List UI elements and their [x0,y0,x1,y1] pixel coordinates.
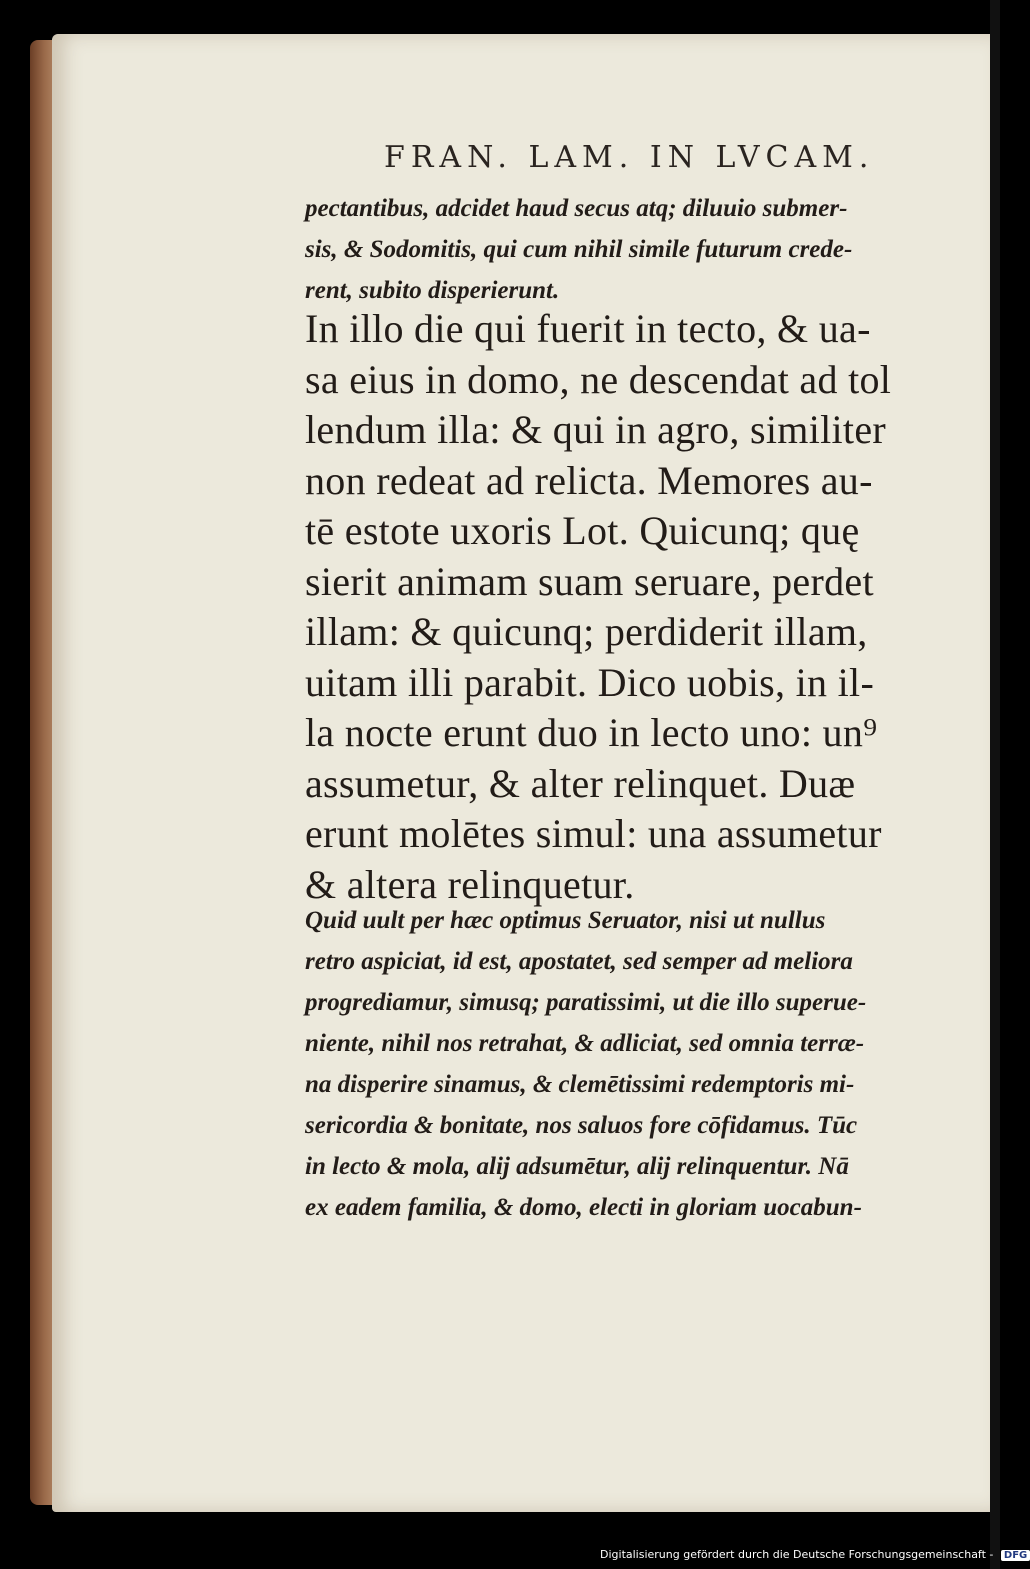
text-line: rent, subito disperierunt. [305,277,560,304]
digitization-credit [600,1548,1030,1566]
text-line: progrediamur, simusq; paratissimi, ut die illo superue- [305,989,867,1016]
text-line: in lecto & mola, alij adsumētur, alij relinquentur. Nā [305,1153,849,1180]
text-line: niente, nihil nos retrahat, & adliciat, sed omnia terræ- [305,1030,865,1057]
text-line: sis, & Sodomitis, qui cum nihil simile futurum crede- [305,236,853,263]
commentary-top [305,188,950,311]
text-line: sa eius in domo, ne descendat ad tol [305,356,892,402]
scripture-text [305,304,950,910]
text-line: tē estote uxoris Lot. Quicunq; quę [305,508,860,553]
footer-text: Digitalisierung gefördert durch die Deutsche Forschungsgemeinschaft - [600,1548,994,1561]
text-line: pectantibus, adcidet haud secus atq; diluuio submer- [305,195,848,222]
text-line: la nocte erunt duo in lecto uno: un⁹ [305,710,878,755]
dfg-logo: DFG [1001,1550,1030,1561]
text-line: non redeat ad relicta. Memores au- [305,457,873,503]
text-line: sierit animam suam seruare, perdet [305,558,874,604]
text-line: ex eadem familia, & domo, electi in gloriam uocabun- [305,1194,862,1221]
text-line: assumetur, & alter relinquet. Duæ [305,760,856,806]
scan-border [990,0,1000,1569]
text-line: lendum illa: & qui in agro, similiter [305,407,887,452]
text-line: uitam illi parabit. Dico uobis, in il- [305,659,875,705]
text-line: Quid uult per hæc optimus Seruator, nisi ut nullus [305,907,826,934]
text-line: retro aspiciat, id est, apostatet, sed semper ad meliora [305,948,853,975]
running-head: FRAN. LAM. IN LVCAM. [384,140,875,175]
text-line: & altera relinquetur. [305,861,635,907]
text-line: In illo die qui fuerit in tecto, & ua- [305,306,871,351]
text-line: erunt molētes simul: una assumetur [305,811,882,856]
commentary-bottom [305,900,950,1228]
text-line: na disperire sinamus, & clemētissimi redemptoris mi- [305,1071,855,1098]
text-line: illam: & quicunq; perdiderit illam, [305,609,868,654]
text-line: sericordia & bonitate, nos saluos fore cōfidamus. Tūc [305,1112,858,1139]
